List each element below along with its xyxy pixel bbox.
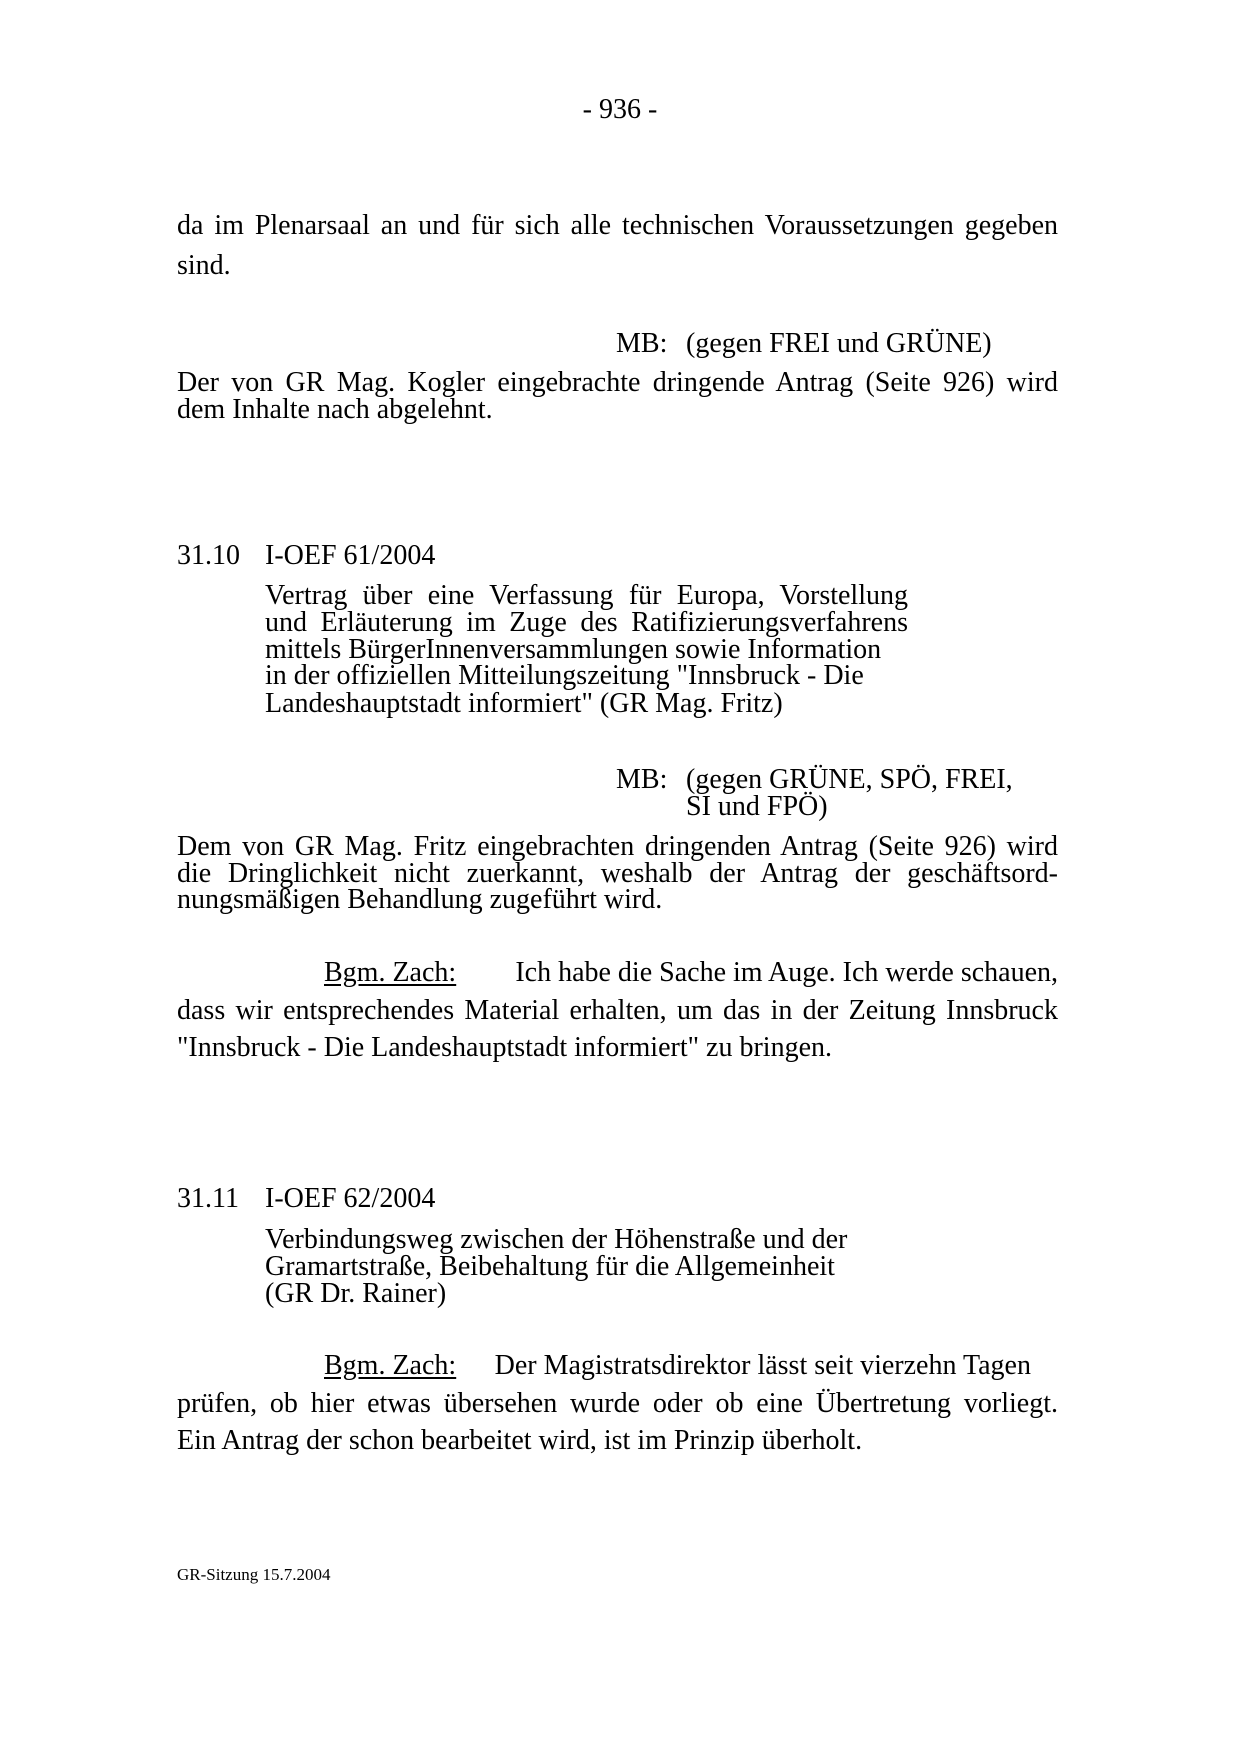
statement-line-1 <box>177 959 1058 987</box>
page-number: - 936 - <box>582 94 658 125</box>
speaker-name: Bgm. Zach: <box>324 957 457 988</box>
intro-line-2: sind. <box>177 250 231 281</box>
result-line-3: nungsmäßigen Behandlung zugeführt wird. <box>177 884 663 915</box>
statement-text: Der Magistratsdirektor lässt seit vierzehn Tagen <box>494 1350 1031 1381</box>
mb-vote-text: (gegen FREI und GRÜNE) <box>686 328 992 359</box>
item-description-line: Verbindungsweg zwischen der Höhenstraße und der <box>265 1224 848 1255</box>
statement-line-3: Ein Antrag der schon bearbeitet wird, ist im Prinzip überholt. <box>177 1425 863 1456</box>
result-line-2: die Dringlichkeit nicht zuerkannt, weshalb der Antrag der geschäftsord- <box>177 858 1058 889</box>
mb-vote-text: (gegen GRÜNE, SPÖ, FREI, <box>686 764 1013 795</box>
statement-line-3: "Innsbruck - Die Landeshauptstadt informiert" zu bringen. <box>177 1032 833 1063</box>
statement-line-2: prüfen, ob hier etwas übersehen wurde oder ob eine Übertretung vorliegt. <box>177 1388 1058 1419</box>
statement-text: Ich habe die Sache im Auge. Ich werde schauen, <box>515 957 1058 988</box>
speaker-name: Bgm. Zach: <box>324 1350 457 1381</box>
mb-label: MB: <box>616 764 668 795</box>
item-description-line: (GR Dr. Rainer) <box>265 1278 447 1309</box>
item-description-line: Gramartstraße, Beibehaltung für die Allgemeinheit <box>265 1251 835 1282</box>
intro-line-1: da im Plenarsaal an und für sich alle technischen Voraussetzungen gegeben <box>177 210 1058 241</box>
page-footer: GR-Sitzung 15.7.2004 <box>177 1565 331 1584</box>
mb-vote-text: SI und FPÖ) <box>686 791 828 822</box>
item-code: I-OEF 61/2004 <box>265 540 436 571</box>
item-number: 31.11 <box>177 1183 239 1214</box>
mb-label: MB: <box>616 328 668 359</box>
item-description-line: Vertrag über eine Verfassung für Europa, Vorstellung <box>265 580 908 611</box>
result-line-1: Dem von GR Mag. Fritz eingebrachten dringenden Antrag (Seite 926) wird <box>177 831 1058 862</box>
result-line-2: dem Inhalte nach abgelehnt. <box>177 394 493 425</box>
item-description-line: Landeshauptstadt informiert" (GR Mag. Fritz) <box>265 688 783 719</box>
item-code: I-OEF 62/2004 <box>265 1183 436 1214</box>
item-description-line: mittels BürgerInnenversammlungen sowie Information <box>265 634 882 665</box>
item-number: 31.10 <box>177 540 240 571</box>
statement-line-1 <box>177 1352 1031 1380</box>
result-line-1: Der von GR Mag. Kogler eingebrachte dringende Antrag (Seite 926) wird <box>177 367 1058 398</box>
item-description-line: und Erläuterung im Zuge des Ratifizierungsverfahrens <box>265 607 908 638</box>
statement-line-2: dass wir entsprechendes Material erhalten, um das in der Zeitung Innsbruck <box>177 995 1058 1026</box>
item-description-line: in der offiziellen Mitteilungszeitung "Innsbruck - Die <box>265 660 864 691</box>
